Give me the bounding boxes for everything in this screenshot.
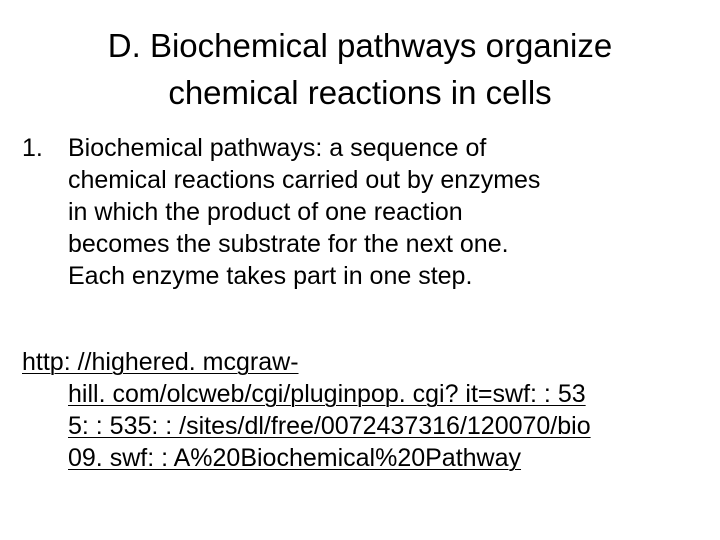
list-line: becomes the substrate for the next one. bbox=[68, 230, 509, 258]
hyperlink[interactable] bbox=[22, 346, 712, 474]
list-line: in which the product of one reaction bbox=[68, 198, 463, 226]
hyperlink-line[interactable]: hill. com/olcweb/cgi/pluginpop. cgi? it=swf: : 53 bbox=[68, 380, 586, 408]
hyperlink-line[interactable]: 09. swf: : A%20Biochemical%20Pathway bbox=[68, 444, 522, 472]
list-line: Each enzyme takes part in one step. bbox=[68, 262, 473, 290]
title-line: D. Biochemical pathways organize bbox=[107, 27, 613, 64]
list-line: Biochemical pathways: a sequence of bbox=[68, 134, 487, 162]
list-item-text bbox=[68, 132, 712, 292]
slide-title bbox=[0, 22, 720, 116]
list-item bbox=[22, 132, 712, 292]
list-number: 1. bbox=[22, 134, 43, 162]
hyperlink-line[interactable]: 5: : 535: : /sites/dl/free/0072437316/120070/bio bbox=[68, 412, 591, 440]
hyperlink-line[interactable]: http: //highered. mcgraw- bbox=[22, 348, 299, 376]
list-line: chemical reactions carried out by enzymes bbox=[68, 166, 541, 194]
title-line: chemical reactions in cells bbox=[168, 74, 552, 111]
numbered-list bbox=[22, 132, 712, 292]
